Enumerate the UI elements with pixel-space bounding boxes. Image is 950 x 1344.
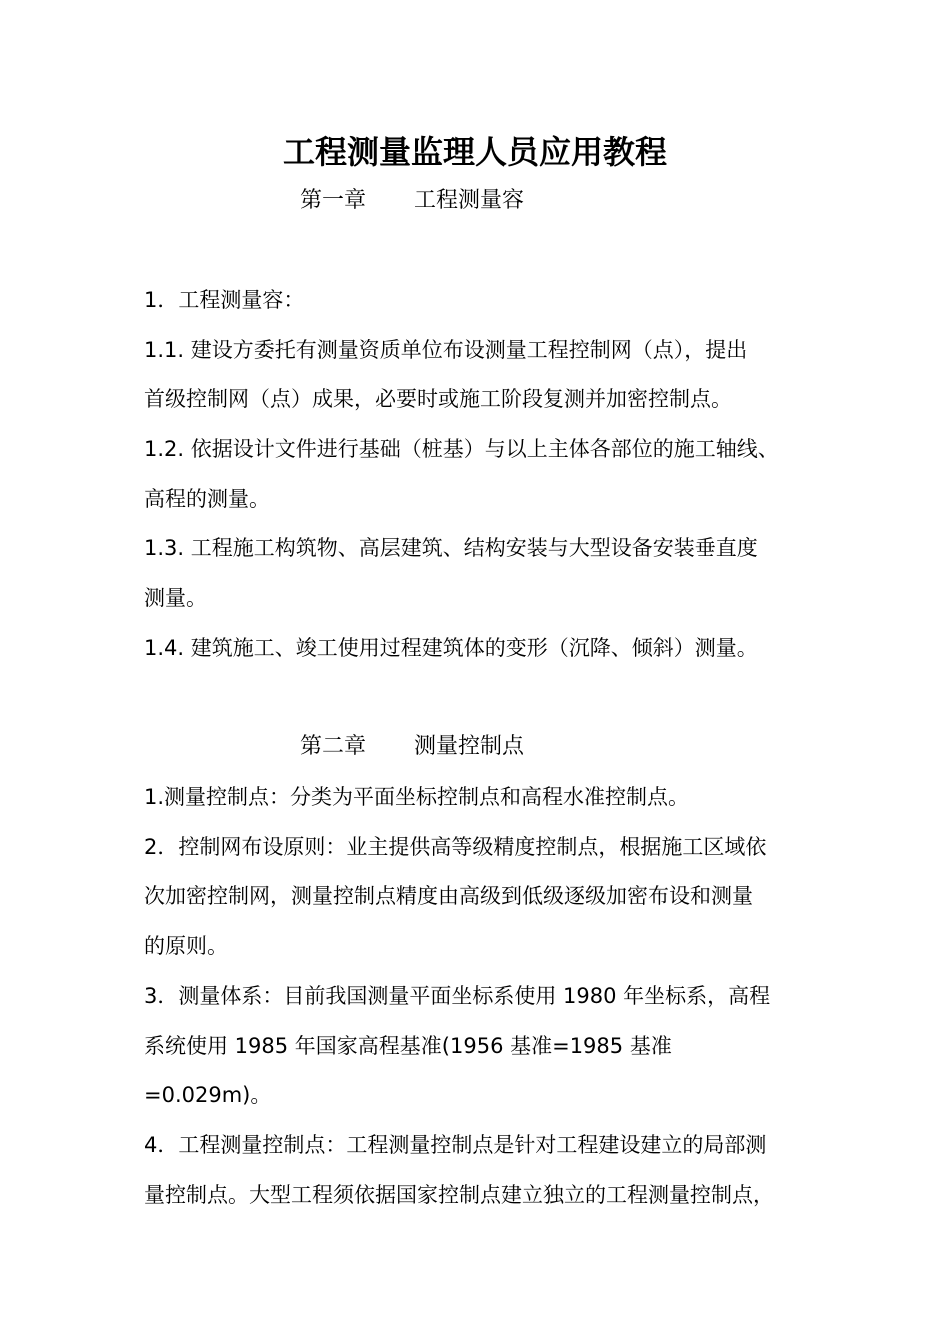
chapter-2-number: 第二章 bbox=[300, 734, 367, 759]
paragraph-line: 首级控制网（点）成果，必要时或施工阶段复测并加密控制点。 bbox=[144, 387, 732, 411]
paragraph-line: 量控制点。大型工程须依据国家控制点建立独立的工程测量控制点， bbox=[144, 1183, 774, 1207]
chapter-1-name: 工程测量容 bbox=[414, 188, 525, 213]
paragraph-line: 4．工程测量控制点：工程测量控制点是针对工程建设建立的局部测 bbox=[144, 1133, 767, 1157]
paragraph-line: 的原则。 bbox=[144, 934, 228, 958]
chapter-2-heading bbox=[300, 732, 524, 762]
paragraph-line: 1.测量控制点：分类为平面坐标控制点和高程水准控制点。 bbox=[144, 785, 690, 809]
chapter-1-number: 第一章 bbox=[300, 188, 367, 213]
paragraph-line: 1．工程测量容： bbox=[144, 288, 305, 312]
paragraph-line: 高程的测量。 bbox=[144, 487, 270, 511]
paragraph-line: 1.3. 工程施工构筑物、高层建筑、结构安装与大型设备安装垂直度 bbox=[144, 536, 758, 560]
paragraph-line: 3．测量体系：目前我国测量平面坐标系使用 1980 年坐标系，高程 bbox=[144, 984, 771, 1008]
document-title: 工程测量监理人员应用教程 bbox=[282, 133, 667, 171]
paragraph-line: 1.4. 建筑施工、竣工使用过程建筑体的变形（沉降、倾斜）测量。 bbox=[144, 636, 758, 660]
paragraph-line: 系统使用 1985 年国家高程基准(1956 基准=1985 基准 bbox=[144, 1034, 672, 1058]
paragraph-line: 2．控制网布设原则：业主提供高等级精度控制点，根据施工区域依 bbox=[144, 835, 767, 859]
paragraph-line: 1.2. 依据设计文件进行基础（桩基）与以上主体各部位的施工轴线、 bbox=[144, 437, 779, 461]
chapter-2-name: 测量控制点 bbox=[414, 734, 525, 759]
chapter-1-heading bbox=[300, 186, 524, 216]
paragraph-line: 1.1. 建设方委托有测量资质单位布设测量工程控制网（点），提出 bbox=[144, 338, 748, 362]
paragraph-line: 测量。 bbox=[144, 586, 207, 610]
paragraph-line: =0.029m)。 bbox=[144, 1083, 272, 1107]
paragraph-line: 次加密控制网，测量控制点精度由高级到低级逐级加密布设和测量 bbox=[144, 884, 753, 908]
